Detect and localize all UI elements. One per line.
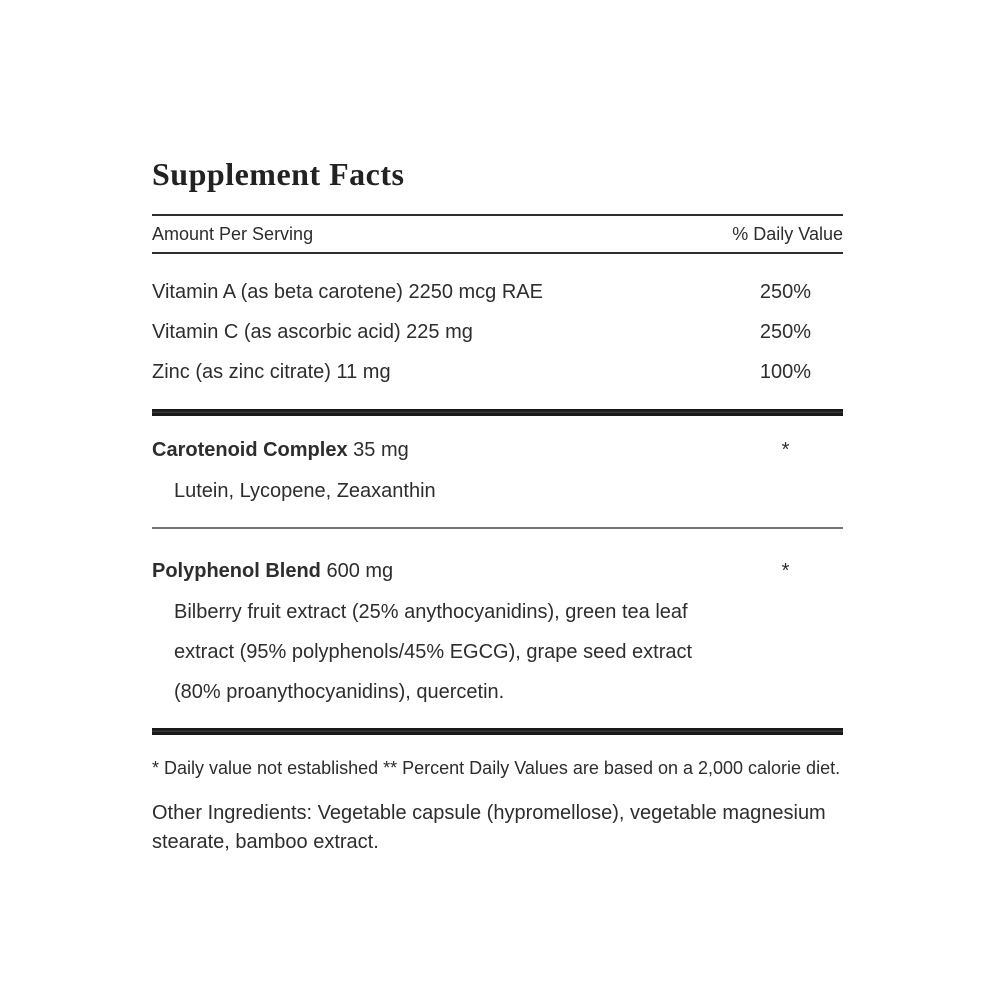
- blend-header-row: [152, 429, 843, 471]
- blend-title: [152, 439, 728, 462]
- polyphenol-blend-section: [152, 529, 843, 728]
- daily-value-header: % Daily Value: [732, 224, 843, 244]
- nutrient-daily-value: 250%: [759, 320, 812, 343]
- supplement-facts-panel: [152, 156, 843, 856]
- blend-ingredients: Lutein, Lycopene, Zeaxanthin: [174, 480, 436, 502]
- blend-daily-value-asterisk: *: [781, 559, 790, 582]
- nutrient-daily-value: 250%: [759, 280, 812, 303]
- blend-amount: 600 mg: [326, 559, 394, 582]
- nutrient-name: Vitamin C (as ascorbic acid) 225 mg: [152, 320, 473, 343]
- nutrient-name: Zinc (as zinc citrate) 11 mg: [152, 360, 391, 383]
- table-row: [152, 272, 843, 312]
- table-row: [152, 352, 843, 392]
- other-ingredients-text: Other Ingredients: Vegetable capsule (hypromellose), vegetable magnesium stearate, bamboo extract.: [152, 802, 826, 853]
- blend-header-row: [152, 550, 843, 592]
- blend-name: Polyphenol Blend: [152, 559, 321, 582]
- blend-ingredients: Bilberry fruit extract (25% anythocyanidins), green tea leaf extract (95% polyphenols/45% EGCG), grape seed extract (80% proanythocyanidins), quercetin.: [174, 601, 693, 703]
- carotenoid-complex-section: [152, 416, 843, 527]
- section-divider-thick: [152, 409, 843, 416]
- daily-value-footnote: * Daily value not established ** Percent Daily Values are based on a 2,000 calorie diet.: [152, 758, 841, 778]
- table-row: [152, 312, 843, 352]
- amount-per-serving-header: Amount Per Serving: [152, 224, 314, 244]
- blend-name: Carotenoid Complex: [152, 438, 348, 461]
- section-divider-thick: [152, 728, 843, 735]
- blend-amount: 35 mg: [353, 438, 409, 461]
- blend-title: [152, 560, 728, 583]
- nutrient-name: Vitamin A (as beta carotene) 2250 mcg RAE: [152, 280, 543, 303]
- column-header-row: [152, 216, 843, 252]
- blend-daily-value-asterisk: *: [781, 438, 790, 461]
- nutrient-daily-value: 100%: [759, 360, 812, 383]
- panel-title: Supplement Facts: [152, 156, 405, 192]
- nutrient-rows: [152, 254, 843, 409]
